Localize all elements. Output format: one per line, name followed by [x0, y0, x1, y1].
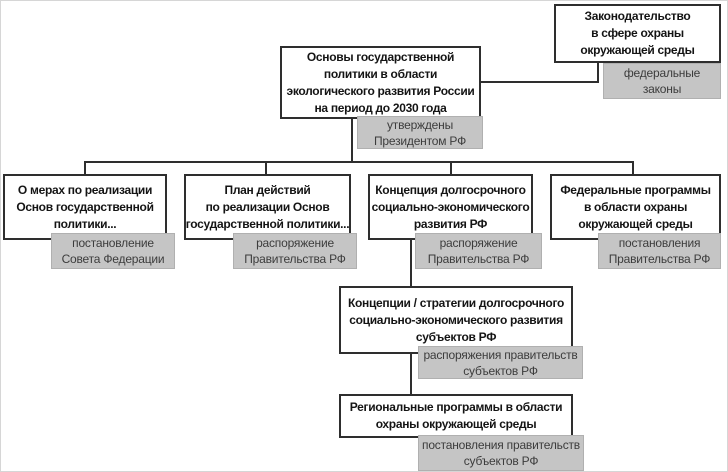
text-line: постановления [618, 236, 701, 250]
text-line: социально-экономического развития [349, 312, 563, 327]
text-line: политики в области [323, 66, 438, 81]
text-line: Федеральные программы [560, 182, 711, 197]
text-line: субъектов РФ [415, 329, 497, 344]
text-line: социально-экономического [371, 199, 530, 214]
text-line: экологического развития России [286, 83, 475, 98]
tag-resolution-federation-council [51, 233, 175, 269]
connector-regional-concepts-to-programs [410, 354, 412, 395]
connector-osnovy-down [351, 119, 353, 163]
text-line: законы [642, 82, 682, 96]
text-line: Основ государственной [16, 199, 154, 214]
connector-osnovy-to-legislation [481, 81, 599, 83]
node-federal-programs [550, 174, 721, 240]
text-line: политики... [53, 216, 117, 231]
text-line: постановления правительств [422, 438, 580, 452]
text-line: Концепции / стратегии долгосрочного [347, 295, 565, 310]
connector-drop-concept-rf [450, 161, 452, 175]
connector-row-bus [84, 161, 634, 163]
text-line: утверждены [386, 117, 454, 132]
text-line: развития РФ [413, 216, 488, 231]
node-regional-concepts [339, 286, 573, 354]
tag-orders-regional-governments [418, 346, 583, 379]
tag-resolutions-regional-governments [418, 435, 584, 471]
tag-resolutions-government [598, 233, 721, 269]
text-line: по реализации Основ [205, 199, 330, 214]
tag-federal-laws [603, 63, 721, 99]
text-line: План действий [224, 182, 311, 197]
text-line: окружающей среды [580, 43, 695, 57]
connector-legislation-drop [597, 62, 599, 83]
text-line: постановление [72, 236, 154, 250]
text-line: Правительства РФ [427, 252, 530, 266]
text-line: в сфере охраны [591, 26, 684, 40]
tag-order-government-plan [233, 233, 357, 269]
node-legislation [554, 4, 721, 63]
text-line: распоряжение [256, 236, 334, 250]
text-line: Совета Федерации [61, 252, 165, 266]
connector-drop-federal-programs [632, 161, 634, 175]
text-line: Правительства РФ [244, 252, 346, 266]
text-line: охраны окружающей среды [375, 417, 537, 431]
text-line: федеральные [623, 66, 701, 80]
text-line: на период до 2030 года [314, 100, 447, 115]
tag-approved-by-president [357, 116, 483, 149]
text-line: субъектов РФ [463, 363, 538, 378]
text-line: в области охраны [583, 199, 688, 214]
text-line: Правительства РФ [608, 252, 711, 266]
node-action-plan [184, 174, 351, 240]
text-line: Основы государственной [306, 49, 455, 64]
connector-drop-action-plan [265, 161, 267, 175]
text-line: Законодательство [584, 9, 691, 23]
connector-drop-measures [84, 161, 86, 175]
text-line: Президентом РФ [373, 133, 467, 148]
node-measures [3, 174, 167, 240]
text-line: окружающей среды [578, 216, 693, 231]
text-line: распоряжение [439, 236, 518, 250]
tag-order-government-concept [415, 233, 542, 269]
node-regional-programs [339, 394, 573, 438]
text-line: распоряжения правительств [423, 347, 578, 362]
node-concept-rf [368, 174, 533, 240]
node-osnovy-policy [280, 46, 481, 119]
text-line: субъектов РФ [463, 454, 539, 468]
text-line: Концепция долгосрочного [375, 182, 526, 197]
connector-concept-to-regional-concepts [410, 240, 412, 287]
text-line: государственной политики... [185, 216, 350, 231]
text-line: О мерах по реализации [17, 182, 153, 197]
text-line: Региональные программы в области [349, 400, 563, 414]
